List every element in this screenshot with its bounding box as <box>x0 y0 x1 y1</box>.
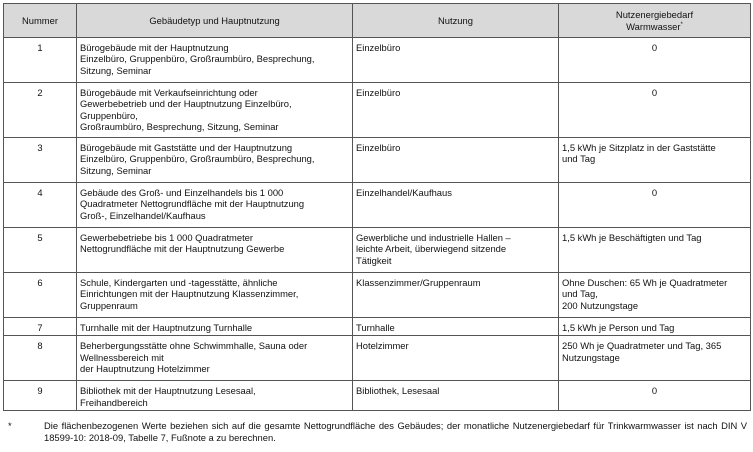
cell-nutzenergiebedarf-line: 0 <box>651 87 658 98</box>
cell-nutzung <box>353 381 559 411</box>
table-row <box>4 138 751 183</box>
header-bedarf-line1: Nutzenergiebedarf <box>615 9 694 21</box>
cell-gebaeudetyp-line: Gebäude des Groß- und Einzelhandels bis 1 000 <box>80 187 284 198</box>
footnote-mark: * <box>8 420 12 431</box>
cell-gebaeudetyp-line: Gruppenbüro, <box>80 109 138 121</box>
cell-nummer: 8 <box>4 336 77 381</box>
cell-nutzenergiebedarf <box>559 38 751 83</box>
cell-nutzenergiebedarf-line: Ohne Duschen: 65 Wh je Quadratmeter <box>562 277 728 288</box>
cell-nutzung <box>353 336 559 381</box>
cell-nutzung-line: Bibliothek, Lesesaal <box>356 385 440 397</box>
cell-nutzenergiebedarf-line: 0 <box>651 187 658 198</box>
cell-nutzung-line: Turnhalle <box>356 322 395 333</box>
cell-gebaeudetyp-line: Beherbergungsstätte ohne Schwimmhalle, Sauna oder <box>80 340 308 352</box>
cell-nutzenergiebedarf <box>559 336 751 381</box>
cell-gebaeudetyp-line: Turnhalle mit der Hauptnutzung Turnhalle <box>80 322 253 333</box>
cell-gebaeudetyp-line: Freihandbereich <box>80 396 148 408</box>
cell-nutzenergiebedarf <box>559 318 751 336</box>
header-nutzung: Nutzung <box>353 4 559 38</box>
cell-nutzenergiebedarf-line: 1,5 kWh je Person und Tag <box>562 322 675 333</box>
cell-gebaeudetyp-line: Groß-, Einzelhandel/Kaufhaus <box>80 209 206 221</box>
header-bedarf-line2: Warmwasser <box>626 20 681 32</box>
cell-gebaeudetyp <box>77 381 353 411</box>
cell-nutzenergiebedarf-line: 200 Nutzungstage <box>562 299 639 311</box>
cell-nutzenergiebedarf <box>559 183 751 228</box>
cell-nutzenergiebedarf-line: 0 <box>651 385 658 397</box>
cell-nummer: 4 <box>4 183 77 228</box>
cell-gebaeudetyp-line: Einzelbüro, Gruppenbüro, Großraumbüro, Besprechung, <box>80 53 315 65</box>
cell-nutzenergiebedarf-line: 1,5 kWh je Beschäftigten und Tag <box>562 232 702 243</box>
cell-nutzenergiebedarf <box>559 83 751 138</box>
cell-nutzenergiebedarf <box>559 381 751 411</box>
cell-gebaeudetyp-line: der Hauptnutzung Hotelzimmer <box>80 363 210 375</box>
cell-gebaeudetyp-line: Nettogrundfläche mit der Hauptnutzung Gewerbe <box>80 243 285 255</box>
cell-gebaeudetyp-line: Gruppenraum <box>80 299 138 311</box>
cell-nutzung-line: Gewerbliche und industrielle Hallen – <box>356 232 511 243</box>
cell-gebaeudetyp-line: Bürogebäude mit der Hauptnutzung <box>80 42 229 53</box>
cell-nutzung <box>353 83 559 138</box>
cell-gebaeudetyp-line: Schule, Kindergarten und -tagesstätte, ähnliche <box>80 277 278 288</box>
cell-gebaeudetyp <box>77 336 353 381</box>
cell-nutzung-line: Tätigkeit <box>356 254 392 266</box>
table-row <box>4 318 751 336</box>
cell-nutzung-line: Einzelbüro <box>356 142 401 153</box>
cell-gebaeudetyp-line: Bibliothek mit der Hauptnutzung Lesesaal, <box>80 385 256 397</box>
table-row <box>4 273 751 318</box>
cell-gebaeudetyp <box>77 183 353 228</box>
table-body <box>4 38 751 411</box>
table-header-row <box>4 4 751 38</box>
table-row <box>4 38 751 83</box>
cell-nutzenergiebedarf-line: 1,5 kWh je Sitzplatz in der Gaststätte <box>562 142 716 153</box>
table-row <box>4 228 751 273</box>
cell-nutzung <box>353 38 559 83</box>
cell-nutzung <box>353 228 559 273</box>
header-nutzenergiebedarf <box>559 4 751 38</box>
cell-nutzenergiebedarf-line: Nutzungstage <box>562 351 620 363</box>
footnote-text: Die flächenbezogenen Werte beziehen sich auf die gesamte Nettogrundfläche des Gebäudes; der monatliche Nutzenergiebedarf für Trinkwarmwasser ist nach DIN V 18599-10: 2018-09, Tabelle 7, Fußnote a zu berechnen. <box>44 420 747 443</box>
cell-nutzung <box>353 138 559 183</box>
cell-gebaeudetyp <box>77 38 353 83</box>
cell-gebaeudetyp-line: Bürogebäude mit Verkaufseinrichtung oder <box>80 87 258 98</box>
cell-nutzenergiebedarf <box>559 138 751 183</box>
table-row <box>4 336 751 381</box>
cell-nummer: 5 <box>4 228 77 273</box>
header-bedarf-line2-wrap <box>562 21 747 32</box>
cell-nutzung <box>353 318 559 336</box>
cell-nutzenergiebedarf <box>559 273 751 318</box>
cell-nutzung-line: Einzelbüro <box>356 87 401 98</box>
cell-nummer: 9 <box>4 381 77 411</box>
cell-gebaeudetyp-line: Großraumbüro, Besprechung, Sitzung, Seminar <box>80 121 279 133</box>
cell-nummer: 7 <box>4 318 77 336</box>
header-gebaeudetyp: Gebäudetyp und Hauptnutzung <box>77 4 353 38</box>
cell-nutzung-line: Klassenzimmer/Gruppenraum <box>356 277 481 288</box>
cell-gebaeudetyp <box>77 228 353 273</box>
header-nummer: Nummer <box>4 4 77 38</box>
cell-gebaeudetyp-line: Wellnessbereich mit <box>80 351 164 363</box>
cell-nutzenergiebedarf <box>559 228 751 273</box>
cell-nutzung-line: Einzelbüro <box>356 42 401 53</box>
cell-gebaeudetyp-line: Bürogebäude mit Gaststätte und der Hauptnutzung <box>80 142 293 153</box>
cell-gebaeudetyp-line: Einrichtungen mit der Hauptnutzung Klassenzimmer, <box>80 288 299 300</box>
warmwasser-table <box>3 3 751 411</box>
table-row <box>4 381 751 411</box>
cell-nutzung <box>353 183 559 228</box>
cell-nutzung-line: Einzelhandel/Kaufhaus <box>356 187 452 198</box>
cell-nummer: 3 <box>4 138 77 183</box>
cell-nummer: 2 <box>4 83 77 138</box>
cell-nummer: 1 <box>4 38 77 83</box>
table-row <box>4 183 751 228</box>
cell-gebaeudetyp <box>77 83 353 138</box>
header-footnote-mark: * <box>680 21 683 28</box>
cell-gebaeudetyp-line: Einzelbüro, Gruppenbüro, Großraumbüro, Besprechung, <box>80 153 315 165</box>
table-row <box>4 83 751 138</box>
cell-gebaeudetyp-line: Gewerbebetrieb und der Hauptnutzung Einzelbüro, <box>80 98 292 110</box>
cell-nutzenergiebedarf-line: und Tag <box>562 153 596 165</box>
cell-gebaeudetyp-line: Sitzung, Seminar <box>80 164 152 176</box>
cell-nutzenergiebedarf-line: 0 <box>651 42 658 53</box>
cell-nummer: 6 <box>4 273 77 318</box>
cell-gebaeudetyp <box>77 273 353 318</box>
cell-gebaeudetyp-line: Gewerbebetriebe bis 1 000 Quadratmeter <box>80 232 254 243</box>
cell-gebaeudetyp <box>77 318 353 336</box>
cell-gebaeudetyp-line: Quadratmeter Nettogrundfläche mit der Hauptnutzung <box>80 198 305 210</box>
cell-nutzenergiebedarf-line: 250 Wh je Quadratmeter und Tag, 365 <box>562 340 722 352</box>
cell-gebaeudetyp <box>77 138 353 183</box>
cell-nutzung-line: leichte Arbeit, überwiegend sitzende <box>356 243 507 255</box>
cell-gebaeudetyp-line: Sitzung, Seminar <box>80 64 152 76</box>
cell-nutzung-line: Hotelzimmer <box>356 340 409 352</box>
cell-nutzung <box>353 273 559 318</box>
cell-nutzenergiebedarf-line: und Tag, <box>562 288 598 300</box>
